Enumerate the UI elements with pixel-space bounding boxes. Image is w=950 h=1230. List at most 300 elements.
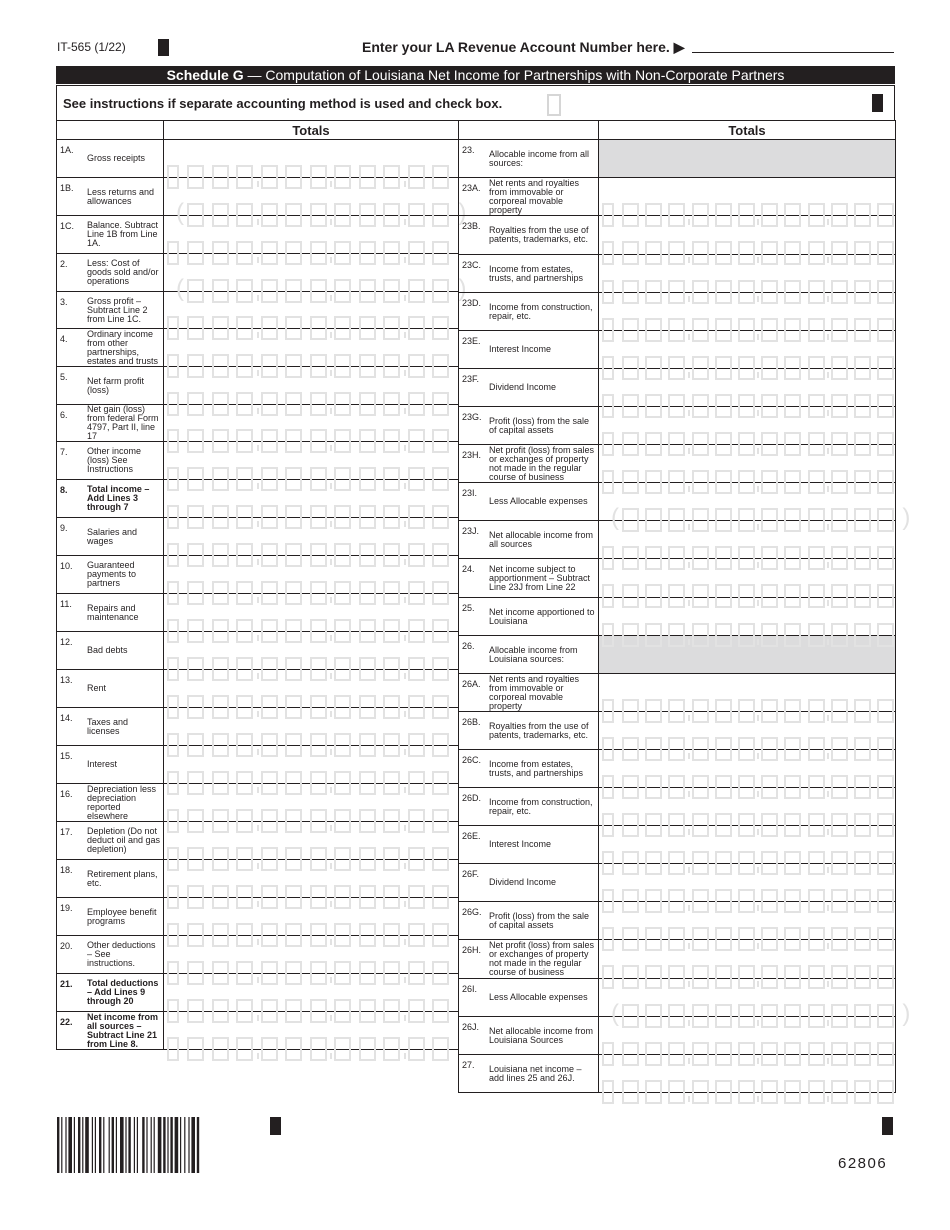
- digit-box[interactable]: [784, 1004, 801, 1028]
- digit-box[interactable]: [877, 1004, 894, 1028]
- digit-box[interactable]: [831, 1004, 848, 1028]
- digit-box[interactable]: [432, 1037, 449, 1061]
- digit-box[interactable]: [383, 657, 400, 681]
- sign-box[interactable]: [602, 851, 614, 875]
- digit-box[interactable]: [784, 965, 801, 989]
- digit-box[interactable]: [645, 1080, 662, 1104]
- digit-box[interactable]: [645, 699, 662, 723]
- digit-box[interactable]: [761, 508, 778, 532]
- digit-box[interactable]: [310, 657, 327, 681]
- digit-box[interactable]: [334, 203, 351, 227]
- digit-box[interactable]: [877, 965, 894, 989]
- digit-box[interactable]: [645, 1004, 662, 1028]
- digit-box[interactable]: [808, 508, 825, 532]
- digit-box[interactable]: [715, 318, 732, 342]
- digit-box[interactable]: [383, 733, 400, 757]
- digit-box[interactable]: [692, 775, 709, 799]
- digit-box[interactable]: [668, 318, 685, 342]
- digit-box[interactable]: [831, 1042, 848, 1066]
- digit-box[interactable]: [668, 1042, 685, 1066]
- digit-box[interactable]: [285, 354, 302, 378]
- digit-box[interactable]: [668, 851, 685, 875]
- digit-box[interactable]: [334, 771, 351, 795]
- digit-box[interactable]: [877, 927, 894, 951]
- digit-box[interactable]: [831, 737, 848, 761]
- digit-box[interactable]: [831, 470, 848, 494]
- digit-box[interactable]: [212, 279, 229, 303]
- digit-box[interactable]: [808, 584, 825, 608]
- digit-box[interactable]: [310, 203, 327, 227]
- digit-box[interactable]: [285, 961, 302, 985]
- digit-box[interactable]: [310, 619, 327, 643]
- digit-box[interactable]: [738, 318, 755, 342]
- digit-box[interactable]: [212, 885, 229, 909]
- digit-box[interactable]: [761, 699, 778, 723]
- digit-box[interactable]: [285, 1037, 302, 1061]
- digit-box[interactable]: [738, 508, 755, 532]
- digit-box[interactable]: [310, 505, 327, 529]
- digit-box[interactable]: [877, 1080, 894, 1104]
- digit-box[interactable]: [212, 392, 229, 416]
- digit-box[interactable]: [808, 241, 825, 265]
- digit-box[interactable]: [285, 316, 302, 340]
- digit-box[interactable]: [668, 432, 685, 456]
- digit-box[interactable]: [692, 280, 709, 304]
- digit-box[interactable]: [310, 279, 327, 303]
- digit-box[interactable]: [359, 505, 376, 529]
- digit-box[interactable]: [236, 771, 253, 795]
- digit-box[interactable]: [236, 316, 253, 340]
- digit-box[interactable]: [408, 847, 425, 871]
- digit-box[interactable]: [622, 546, 639, 570]
- digit-box[interactable]: [383, 1037, 400, 1061]
- digit-box[interactable]: [383, 354, 400, 378]
- digit-box[interactable]: [212, 847, 229, 871]
- digit-box[interactable]: [831, 432, 848, 456]
- digit-box[interactable]: [383, 619, 400, 643]
- digit-box[interactable]: [261, 165, 278, 189]
- digit-box[interactable]: [432, 543, 449, 567]
- digit-box[interactable]: [715, 1080, 732, 1104]
- digit-box[interactable]: [808, 889, 825, 913]
- digit-box[interactable]: [212, 1037, 229, 1061]
- digit-box[interactable]: [784, 737, 801, 761]
- digit-box[interactable]: [334, 279, 351, 303]
- digit-box[interactable]: [808, 280, 825, 304]
- digit-box[interactable]: [784, 546, 801, 570]
- digit-box[interactable]: [408, 809, 425, 833]
- digit-box[interactable]: [261, 203, 278, 227]
- digit-box[interactable]: [738, 889, 755, 913]
- sign-box[interactable]: [602, 775, 614, 799]
- digit-box[interactable]: [310, 392, 327, 416]
- digit-box[interactable]: [854, 1004, 871, 1028]
- digit-box[interactable]: [692, 737, 709, 761]
- digit-box[interactable]: [715, 1004, 732, 1028]
- digit-box[interactable]: [761, 851, 778, 875]
- digit-box[interactable]: [359, 203, 376, 227]
- digit-box[interactable]: [285, 657, 302, 681]
- digit-box[interactable]: [715, 813, 732, 837]
- digit-box[interactable]: [645, 394, 662, 418]
- digit-box[interactable]: [187, 241, 204, 265]
- digit-box[interactable]: [668, 965, 685, 989]
- digit-box[interactable]: [408, 505, 425, 529]
- digit-box[interactable]: [408, 581, 425, 605]
- digit-box[interactable]: [715, 889, 732, 913]
- digit-box[interactable]: [408, 961, 425, 985]
- digit-box[interactable]: [854, 851, 871, 875]
- digit-box[interactable]: [877, 813, 894, 837]
- digit-box[interactable]: [261, 923, 278, 947]
- sign-box[interactable]: [602, 813, 614, 837]
- digit-box[interactable]: [761, 889, 778, 913]
- digit-box[interactable]: [715, 927, 732, 951]
- digit-box[interactable]: [784, 280, 801, 304]
- digit-box[interactable]: [854, 775, 871, 799]
- digit-box[interactable]: [310, 316, 327, 340]
- digit-box[interactable]: [715, 737, 732, 761]
- digit-box[interactable]: [432, 999, 449, 1023]
- left-line-amount[interactable]: [164, 140, 459, 178]
- digit-box[interactable]: [761, 623, 778, 647]
- digit-box[interactable]: [187, 923, 204, 947]
- digit-box[interactable]: [808, 432, 825, 456]
- digit-box[interactable]: [877, 318, 894, 342]
- digit-box[interactable]: [645, 851, 662, 875]
- sign-box[interactable]: [167, 885, 179, 909]
- digit-box[interactable]: [692, 889, 709, 913]
- digit-box[interactable]: [761, 203, 778, 227]
- digit-box[interactable]: [668, 813, 685, 837]
- digit-box[interactable]: [784, 508, 801, 532]
- digit-box[interactable]: [715, 546, 732, 570]
- sign-box[interactable]: [602, 889, 614, 913]
- digit-box[interactable]: [310, 847, 327, 871]
- digit-box[interactable]: [187, 316, 204, 340]
- digit-box[interactable]: [668, 699, 685, 723]
- digit-box[interactable]: [692, 508, 709, 532]
- digit-box[interactable]: [831, 318, 848, 342]
- digit-box[interactable]: [285, 771, 302, 795]
- digit-box[interactable]: [761, 737, 778, 761]
- digit-box[interactable]: [408, 885, 425, 909]
- digit-box[interactable]: [408, 429, 425, 453]
- digit-box[interactable]: [285, 429, 302, 453]
- digit-box[interactable]: [854, 203, 871, 227]
- digit-box[interactable]: [784, 927, 801, 951]
- digit-box[interactable]: [212, 429, 229, 453]
- digit-box[interactable]: [261, 241, 278, 265]
- digit-box[interactable]: [408, 279, 425, 303]
- digit-box[interactable]: [877, 623, 894, 647]
- digit-box[interactable]: [761, 927, 778, 951]
- digit-box[interactable]: [383, 241, 400, 265]
- digit-box[interactable]: [715, 394, 732, 418]
- digit-box[interactable]: [408, 392, 425, 416]
- digit-box[interactable]: [784, 851, 801, 875]
- digit-box[interactable]: [285, 241, 302, 265]
- digit-box[interactable]: [622, 394, 639, 418]
- digit-box[interactable]: [187, 771, 204, 795]
- digit-box[interactable]: [692, 584, 709, 608]
- digit-box[interactable]: [236, 885, 253, 909]
- digit-box[interactable]: [187, 354, 204, 378]
- sign-box[interactable]: [167, 467, 179, 491]
- digit-box[interactable]: [668, 356, 685, 380]
- digit-box[interactable]: [622, 965, 639, 989]
- digit-box[interactable]: [261, 961, 278, 985]
- digit-box[interactable]: [784, 203, 801, 227]
- digit-box[interactable]: [645, 623, 662, 647]
- digit-box[interactable]: [668, 927, 685, 951]
- digit-box[interactable]: [261, 467, 278, 491]
- digit-box[interactable]: [236, 354, 253, 378]
- sign-box[interactable]: [167, 733, 179, 757]
- digit-box[interactable]: [738, 737, 755, 761]
- digit-box[interactable]: [622, 470, 639, 494]
- digit-box[interactable]: [334, 316, 351, 340]
- digit-box[interactable]: [432, 733, 449, 757]
- digit-box[interactable]: [622, 1004, 639, 1028]
- digit-box[interactable]: [408, 619, 425, 643]
- digit-box[interactable]: [432, 771, 449, 795]
- digit-box[interactable]: [715, 965, 732, 989]
- digit-box[interactable]: [383, 885, 400, 909]
- digit-box[interactable]: [692, 203, 709, 227]
- digit-box[interactable]: [692, 623, 709, 647]
- digit-box[interactable]: [854, 623, 871, 647]
- digit-box[interactable]: [236, 467, 253, 491]
- digit-box[interactable]: [715, 699, 732, 723]
- digit-box[interactable]: [285, 885, 302, 909]
- digit-box[interactable]: [784, 699, 801, 723]
- digit-box[interactable]: [432, 695, 449, 719]
- digit-box[interactable]: [187, 203, 204, 227]
- digit-box[interactable]: [668, 470, 685, 494]
- digit-box[interactable]: [854, 470, 871, 494]
- sign-box[interactable]: [602, 470, 614, 494]
- digit-box[interactable]: [212, 165, 229, 189]
- sign-box[interactable]: [602, 241, 614, 265]
- digit-box[interactable]: [261, 733, 278, 757]
- digit-box[interactable]: [808, 737, 825, 761]
- digit-box[interactable]: [310, 999, 327, 1023]
- digit-box[interactable]: [261, 581, 278, 605]
- digit-box[interactable]: [310, 771, 327, 795]
- sign-box[interactable]: [602, 203, 614, 227]
- digit-box[interactable]: [236, 505, 253, 529]
- digit-box[interactable]: [831, 699, 848, 723]
- digit-box[interactable]: [761, 432, 778, 456]
- digit-box[interactable]: [622, 584, 639, 608]
- digit-box[interactable]: [854, 737, 871, 761]
- digit-box[interactable]: [359, 923, 376, 947]
- digit-box[interactable]: [334, 619, 351, 643]
- digit-box[interactable]: [261, 354, 278, 378]
- digit-box[interactable]: [261, 809, 278, 833]
- digit-box[interactable]: [310, 467, 327, 491]
- digit-box[interactable]: [383, 467, 400, 491]
- digit-box[interactable]: [408, 771, 425, 795]
- digit-box[interactable]: [285, 695, 302, 719]
- digit-box[interactable]: [310, 809, 327, 833]
- digit-box[interactable]: [738, 203, 755, 227]
- digit-box[interactable]: [212, 961, 229, 985]
- digit-box[interactable]: [738, 927, 755, 951]
- digit-box[interactable]: [877, 737, 894, 761]
- digit-box[interactable]: [408, 467, 425, 491]
- sign-box[interactable]: [602, 623, 614, 647]
- digit-box[interactable]: [622, 889, 639, 913]
- digit-box[interactable]: [738, 1004, 755, 1028]
- digit-box[interactable]: [738, 356, 755, 380]
- sign-box[interactable]: [602, 546, 614, 570]
- digit-box[interactable]: [831, 851, 848, 875]
- digit-box[interactable]: [261, 392, 278, 416]
- digit-box[interactable]: [692, 699, 709, 723]
- digit-box[interactable]: [645, 280, 662, 304]
- digit-box[interactable]: [359, 999, 376, 1023]
- digit-box[interactable]: [854, 699, 871, 723]
- digit-box[interactable]: [738, 470, 755, 494]
- digit-box[interactable]: [285, 392, 302, 416]
- digit-box[interactable]: [432, 354, 449, 378]
- digit-box[interactable]: [187, 657, 204, 681]
- digit-box[interactable]: [668, 508, 685, 532]
- digit-box[interactable]: [808, 927, 825, 951]
- digit-box[interactable]: [212, 505, 229, 529]
- digit-box[interactable]: [236, 657, 253, 681]
- digit-box[interactable]: [334, 165, 351, 189]
- digit-box[interactable]: [359, 354, 376, 378]
- digit-box[interactable]: [285, 203, 302, 227]
- digit-box[interactable]: [334, 657, 351, 681]
- digit-box[interactable]: [854, 927, 871, 951]
- digit-box[interactable]: [383, 165, 400, 189]
- digit-box[interactable]: [383, 505, 400, 529]
- digit-box[interactable]: [622, 775, 639, 799]
- digit-box[interactable]: [236, 847, 253, 871]
- digit-box[interactable]: [854, 584, 871, 608]
- digit-box[interactable]: [738, 280, 755, 304]
- digit-box[interactable]: [261, 695, 278, 719]
- digit-box[interactable]: [692, 546, 709, 570]
- digit-box[interactable]: [432, 847, 449, 871]
- digit-box[interactable]: [359, 771, 376, 795]
- digit-box[interactable]: [645, 584, 662, 608]
- digit-box[interactable]: [236, 429, 253, 453]
- digit-box[interactable]: [383, 923, 400, 947]
- digit-box[interactable]: [784, 356, 801, 380]
- sign-box[interactable]: [602, 394, 614, 418]
- digit-box[interactable]: [432, 657, 449, 681]
- digit-box[interactable]: [334, 354, 351, 378]
- digit-box[interactable]: [808, 203, 825, 227]
- digit-box[interactable]: [285, 543, 302, 567]
- digit-box[interactable]: [877, 508, 894, 532]
- digit-box[interactable]: [877, 203, 894, 227]
- digit-box[interactable]: [383, 809, 400, 833]
- digit-box[interactable]: [738, 851, 755, 875]
- digit-box[interactable]: [715, 280, 732, 304]
- digit-box[interactable]: [645, 775, 662, 799]
- digit-box[interactable]: [692, 851, 709, 875]
- digit-box[interactable]: [212, 354, 229, 378]
- digit-box[interactable]: [668, 623, 685, 647]
- digit-box[interactable]: [854, 889, 871, 913]
- sign-box[interactable]: [167, 961, 179, 985]
- digit-box[interactable]: [432, 885, 449, 909]
- sign-box[interactable]: [167, 1037, 179, 1061]
- digit-box[interactable]: [692, 927, 709, 951]
- digit-box[interactable]: [622, 432, 639, 456]
- digit-box[interactable]: [212, 733, 229, 757]
- separate-accounting-checkbox[interactable]: [547, 94, 561, 116]
- digit-box[interactable]: [715, 203, 732, 227]
- digit-box[interactable]: [334, 733, 351, 757]
- digit-box[interactable]: [285, 279, 302, 303]
- digit-box[interactable]: [622, 1080, 639, 1104]
- digit-box[interactable]: [261, 1037, 278, 1061]
- digit-box[interactable]: [761, 813, 778, 837]
- digit-box[interactable]: [784, 470, 801, 494]
- digit-box[interactable]: [645, 737, 662, 761]
- sign-box[interactable]: [602, 1080, 614, 1104]
- digit-box[interactable]: [359, 1037, 376, 1061]
- digit-box[interactable]: [310, 885, 327, 909]
- sign-box[interactable]: [602, 432, 614, 456]
- digit-box[interactable]: [187, 619, 204, 643]
- digit-box[interactable]: [236, 619, 253, 643]
- digit-box[interactable]: [738, 1042, 755, 1066]
- digit-box[interactable]: [408, 354, 425, 378]
- digit-box[interactable]: [784, 394, 801, 418]
- digit-box[interactable]: [831, 280, 848, 304]
- digit-box[interactable]: [212, 771, 229, 795]
- digit-box[interactable]: [877, 851, 894, 875]
- digit-box[interactable]: [784, 623, 801, 647]
- digit-box[interactable]: [854, 241, 871, 265]
- digit-box[interactable]: [383, 961, 400, 985]
- digit-box[interactable]: [432, 923, 449, 947]
- digit-box[interactable]: [622, 851, 639, 875]
- digit-box[interactable]: [645, 318, 662, 342]
- digit-box[interactable]: [408, 1037, 425, 1061]
- digit-box[interactable]: [285, 999, 302, 1023]
- digit-box[interactable]: [668, 1004, 685, 1028]
- digit-box[interactable]: [715, 851, 732, 875]
- digit-box[interactable]: [761, 965, 778, 989]
- digit-box[interactable]: [831, 356, 848, 380]
- sign-box[interactable]: [167, 619, 179, 643]
- digit-box[interactable]: [310, 1037, 327, 1061]
- digit-box[interactable]: [432, 279, 449, 303]
- digit-box[interactable]: [854, 965, 871, 989]
- digit-box[interactable]: [645, 965, 662, 989]
- digit-box[interactable]: [432, 165, 449, 189]
- digit-box[interactable]: [187, 733, 204, 757]
- digit-box[interactable]: [310, 581, 327, 605]
- digit-box[interactable]: [408, 543, 425, 567]
- digit-box[interactable]: [738, 813, 755, 837]
- digit-box[interactable]: [334, 581, 351, 605]
- digit-box[interactable]: [236, 165, 253, 189]
- digit-box[interactable]: [408, 165, 425, 189]
- digit-box[interactable]: [854, 280, 871, 304]
- digit-box[interactable]: [187, 467, 204, 491]
- digit-box[interactable]: [383, 429, 400, 453]
